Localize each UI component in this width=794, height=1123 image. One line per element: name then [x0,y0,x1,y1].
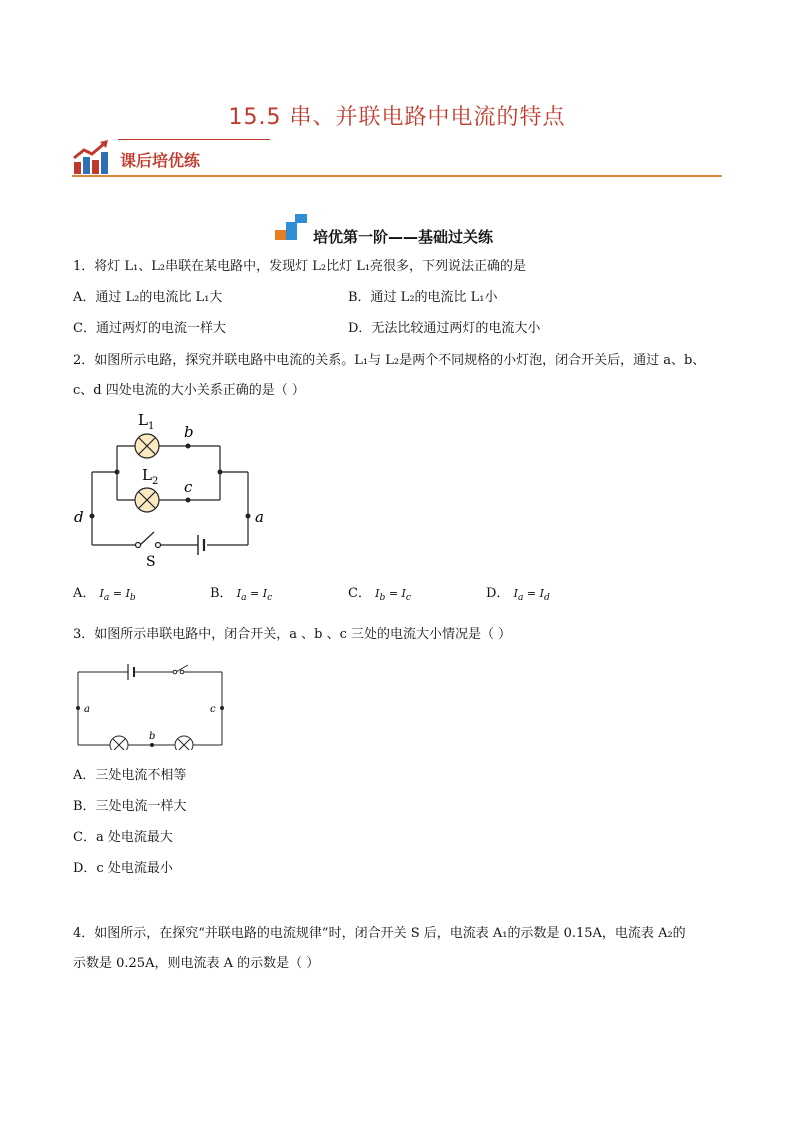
lamp-l1-icon [135,434,159,458]
q4-stem-line1: 4．如图所示，在探究“并联电路的电流规律”时，闭合开关 S 后，电流表 A₁的示数是 0.15A，电流表 A₂的 [73,926,686,941]
page-title: 15.5 串、并联电路中电流的特点 [228,105,566,130]
q3-option-c: C．a 处电流最大 [73,830,173,845]
lamp-left-icon [110,736,128,750]
q3-option-a: A．三处电流不相等 [73,768,187,783]
banner-bottom-rule [72,175,722,177]
q3-label-a: a [84,704,90,715]
q3-option-d: D．c 处电流最小 [73,861,173,876]
q2-option-c: C． $I_b = I_c$ [348,586,412,604]
growth-chart-icon [72,140,112,176]
q2-option-a: A． $I_a = I_b$ [73,586,136,604]
q2-stem-line2: c、d 四处电流的大小关系正确的是（ ） [73,383,305,398]
section-heading-text: 培优第一阶——基础过关练 [313,228,494,246]
label-a: a [255,508,264,526]
q1-option-c: C．通过两灯的电流一样大 [73,321,226,336]
banner-label: 课后培优练 [120,151,201,170]
q1-option-a: A．通过 L₂的电流比 L₁大 [73,290,223,305]
q3-label-b: b [149,731,156,742]
lamp-l2-icon [135,488,159,512]
q2-stem-line1: 2．如图所示电路，探究并联电路中电流的关系。L₁与 L₂是两个不同规格的小灯泡，闭合开关后，通过 a、b、 [73,353,706,368]
q4-stem-line2: 示数是 0.25A，则电流表 A 的示数是（ ） [73,956,320,971]
label-d: d [74,508,84,526]
q3-label-c: c [210,704,216,715]
label-l2: $L_2$ [142,466,159,487]
q1-option-d: D．无法比较通过两灯的电流大小 [348,321,541,336]
label-l1: $L_1$ [138,411,155,432]
q3-option-b: B．三处电流一样大 [73,799,187,814]
q1-stem: 1．将灯 L₁、L₂串联在某电路中，发现灯 L₂比灯 L₁亮很多，下列说法正确的是 [73,259,527,274]
lamp-right-icon [175,736,193,750]
q2-option-d: D． $I_a = I_d$ [486,586,550,604]
section-banner [72,138,722,180]
banner-top-rule [118,139,270,140]
q3-stem: 3．如图所示串联电路中，闭合开关，a 、b 、c 三处的电流大小情况是（ ） [73,627,512,642]
q1-option-b: B．通过 L₂的电流比 L₁小 [348,290,498,305]
q2-parallel-circuit-figure [70,408,270,573]
q2-option-b: B． $I_a = I_c$ [210,586,273,604]
label-c: c [184,478,193,496]
label-s: S [146,554,156,570]
stairs-icon [273,214,309,242]
q3-series-circuit-figure [72,660,232,750]
label-b: b [184,423,194,441]
section-heading [0,214,794,246]
